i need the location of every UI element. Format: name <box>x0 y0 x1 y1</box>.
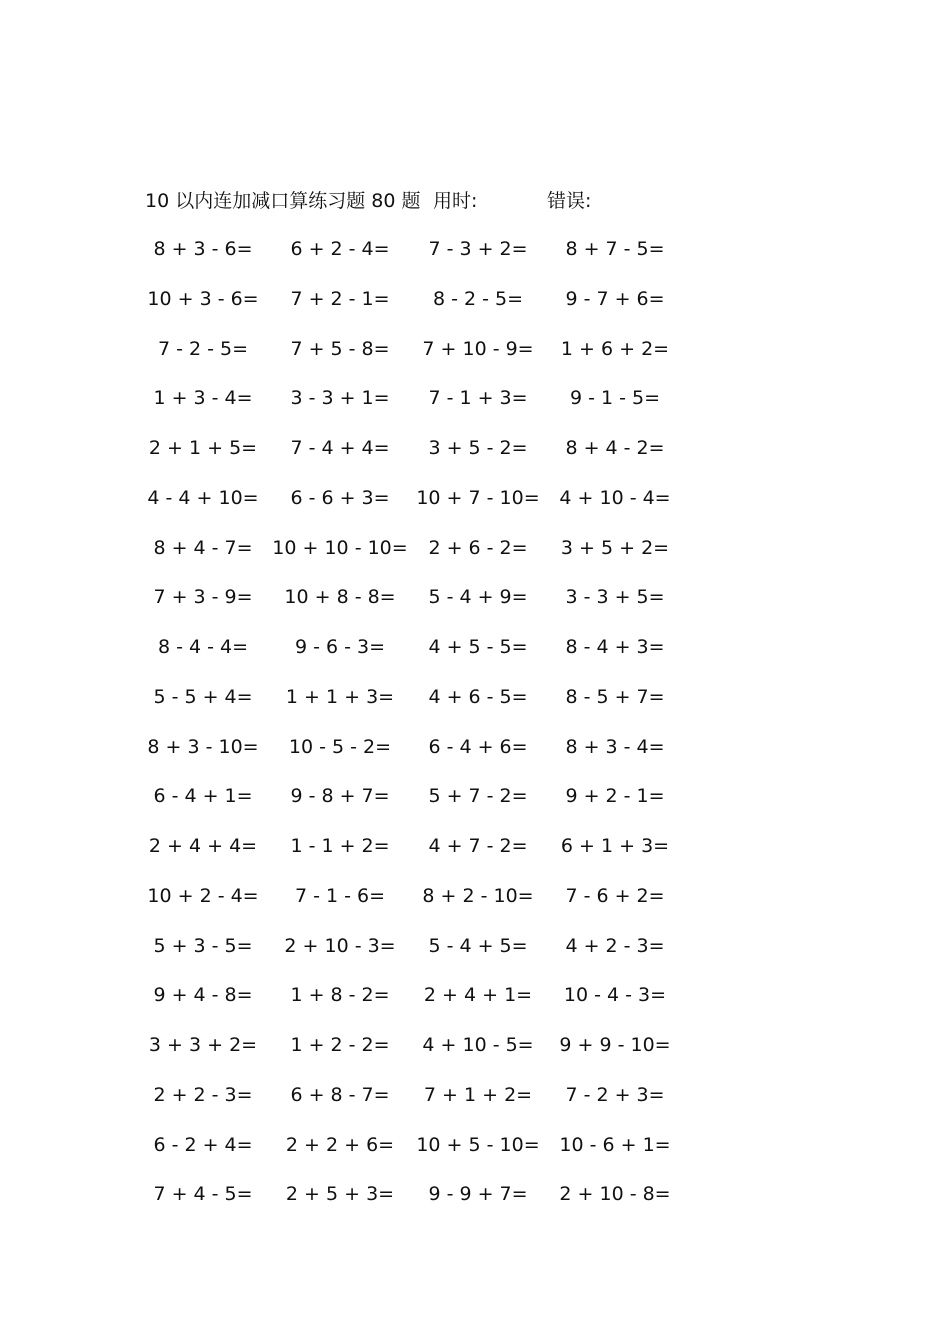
problem-row <box>0 829 950 879</box>
arithmetic-problem: 5 - 4 + 9= <box>428 586 528 609</box>
arithmetic-problem: 6 - 2 + 4= <box>153 1133 253 1156</box>
arithmetic-problem: 8 - 5 + 7= <box>565 685 665 708</box>
arithmetic-problem: 1 - 1 + 2= <box>290 835 390 857</box>
problem-row <box>0 431 950 481</box>
arithmetic-problem: 4 + 10 - 5= <box>422 1034 534 1056</box>
arithmetic-problem: 6 - 4 + 1= <box>153 785 253 808</box>
problem-row <box>0 381 950 431</box>
arithmetic-problem: 7 + 5 - 8= <box>290 337 390 360</box>
arithmetic-problem: 8 - 4 + 3= <box>565 636 665 658</box>
problem-row <box>0 1128 950 1178</box>
arithmetic-problem: 1 + 3 - 4= <box>153 387 253 410</box>
arithmetic-problem: 7 - 1 + 3= <box>428 387 528 410</box>
arithmetic-problem: 8 + 3 - 4= <box>565 735 665 758</box>
problem-row <box>0 1177 950 1227</box>
arithmetic-problem: 9 + 2 - 1= <box>565 785 665 808</box>
arithmetic-problem: 9 - 7 + 6= <box>565 287 665 310</box>
arithmetic-problem: 7 - 2 + 3= <box>565 1083 665 1106</box>
arithmetic-problem: 8 + 3 - 10= <box>147 735 259 758</box>
problem-row <box>0 332 950 382</box>
problem-row <box>0 1078 950 1128</box>
problem-row <box>0 531 950 581</box>
arithmetic-problem: 8 + 4 - 7= <box>153 536 253 559</box>
arithmetic-problem: 7 + 10 - 9= <box>422 337 534 360</box>
worksheet-title: 10 以内连加减口算练习题 80 题 <box>145 190 421 212</box>
arithmetic-problem: 3 - 3 + 1= <box>290 387 390 410</box>
problem-row <box>0 580 950 630</box>
arithmetic-problem: 5 + 3 - 5= <box>153 934 253 957</box>
arithmetic-problem: 9 - 1 - 5= <box>569 387 661 410</box>
arithmetic-problem: 10 + 3 - 6= <box>147 287 259 310</box>
arithmetic-problem: 9 - 9 + 7= <box>428 1183 528 1206</box>
arithmetic-problem: 4 + 10 - 4= <box>559 486 671 509</box>
arithmetic-problem: 2 + 6 - 2= <box>428 536 528 559</box>
arithmetic-problem: 4 + 5 - 5= <box>428 636 528 658</box>
problem-row <box>0 282 950 332</box>
arithmetic-problem: 7 - 4 + 4= <box>290 437 390 459</box>
problem-grid <box>0 232 950 1227</box>
arithmetic-problem: 9 + 9 - 10= <box>559 1034 671 1056</box>
arithmetic-problem: 10 - 6 + 1= <box>559 1133 671 1156</box>
problem-row <box>0 481 950 531</box>
arithmetic-problem: 6 - 4 + 6= <box>428 735 528 758</box>
arithmetic-problem: 2 + 4 + 4= <box>148 835 258 857</box>
arithmetic-problem: 2 + 10 - 8= <box>559 1183 671 1206</box>
arithmetic-problem: 9 - 8 + 7= <box>290 785 390 808</box>
arithmetic-problem: 1 + 6 + 2= <box>560 337 670 360</box>
arithmetic-problem: 8 + 7 - 5= <box>565 238 665 260</box>
arithmetic-problem: 3 + 3 + 2= <box>148 1034 258 1056</box>
arithmetic-problem: 10 + 7 - 10= <box>416 486 540 509</box>
arithmetic-problem: 2 + 1 + 5= <box>148 437 258 459</box>
arithmetic-problem: 3 - 3 + 5= <box>565 586 665 609</box>
arithmetic-problem: 2 + 10 - 3= <box>284 934 396 957</box>
problem-row <box>0 929 950 979</box>
arithmetic-problem: 10 - 4 - 3= <box>563 984 667 1007</box>
arithmetic-problem: 1 + 8 - 2= <box>290 984 390 1007</box>
arithmetic-problem: 7 + 4 - 5= <box>153 1183 253 1206</box>
arithmetic-problem: 8 + 4 - 2= <box>565 437 665 459</box>
arithmetic-problem: 6 + 1 + 3= <box>560 835 670 857</box>
time-used-label: 用时: <box>433 190 478 212</box>
arithmetic-problem: 7 + 2 - 1= <box>290 287 390 310</box>
arithmetic-problem: 8 + 2 - 10= <box>422 884 534 907</box>
arithmetic-problem: 7 - 6 + 2= <box>565 884 665 907</box>
worksheet-header <box>145 186 705 216</box>
arithmetic-problem: 7 + 3 - 9= <box>153 586 253 609</box>
arithmetic-problem: 5 - 5 + 4= <box>153 685 253 708</box>
arithmetic-problem: 5 - 4 + 5= <box>428 934 528 957</box>
problem-row <box>0 779 950 829</box>
arithmetic-problem: 6 + 8 - 7= <box>290 1083 390 1106</box>
arithmetic-problem: 7 - 2 - 5= <box>157 337 249 360</box>
arithmetic-problem: 8 - 2 - 5= <box>432 287 524 310</box>
problem-row <box>0 232 950 282</box>
arithmetic-problem: 9 - 6 - 3= <box>294 636 386 658</box>
arithmetic-problem: 7 - 1 - 6= <box>294 884 386 907</box>
arithmetic-problem: 8 - 4 - 4= <box>157 636 249 658</box>
arithmetic-problem: 9 + 4 - 8= <box>153 984 253 1007</box>
arithmetic-problem: 10 + 8 - 8= <box>284 586 396 609</box>
problem-row <box>0 630 950 680</box>
arithmetic-problem: 8 + 3 - 6= <box>153 238 253 260</box>
arithmetic-problem: 2 + 2 - 3= <box>153 1083 253 1106</box>
arithmetic-problem: 1 + 2 - 2= <box>290 1034 390 1056</box>
arithmetic-problem: 4 + 2 - 3= <box>565 934 665 957</box>
problem-row <box>0 1028 950 1078</box>
problem-row <box>0 730 950 780</box>
arithmetic-problem: 10 - 5 - 2= <box>288 735 392 758</box>
arithmetic-problem: 1 + 1 + 3= <box>285 685 395 708</box>
arithmetic-problem: 4 - 4 + 10= <box>147 486 259 509</box>
arithmetic-problem: 6 - 6 + 3= <box>290 486 390 509</box>
arithmetic-problem: 3 + 5 - 2= <box>428 437 528 459</box>
arithmetic-problem: 10 + 2 - 4= <box>147 884 259 907</box>
arithmetic-problem: 4 + 6 - 5= <box>428 685 528 708</box>
problem-row <box>0 978 950 1028</box>
arithmetic-problem: 3 + 5 + 2= <box>560 536 670 559</box>
arithmetic-problem: 4 + 7 - 2= <box>428 835 528 857</box>
arithmetic-problem: 7 - 3 + 2= <box>428 238 528 260</box>
arithmetic-problem: 2 + 2 + 6= <box>285 1133 395 1156</box>
arithmetic-problem: 10 + 10 - 10= <box>272 536 408 559</box>
errors-label: 错误: <box>547 190 592 212</box>
problem-row <box>0 680 950 730</box>
problem-row <box>0 879 950 929</box>
arithmetic-problem: 5 + 7 - 2= <box>428 785 528 808</box>
arithmetic-problem: 6 + 2 - 4= <box>290 238 390 260</box>
arithmetic-problem: 7 + 1 + 2= <box>423 1083 533 1106</box>
arithmetic-problem: 2 + 5 + 3= <box>285 1183 395 1206</box>
arithmetic-problem: 2 + 4 + 1= <box>423 984 533 1007</box>
arithmetic-problem: 10 + 5 - 10= <box>416 1133 540 1156</box>
